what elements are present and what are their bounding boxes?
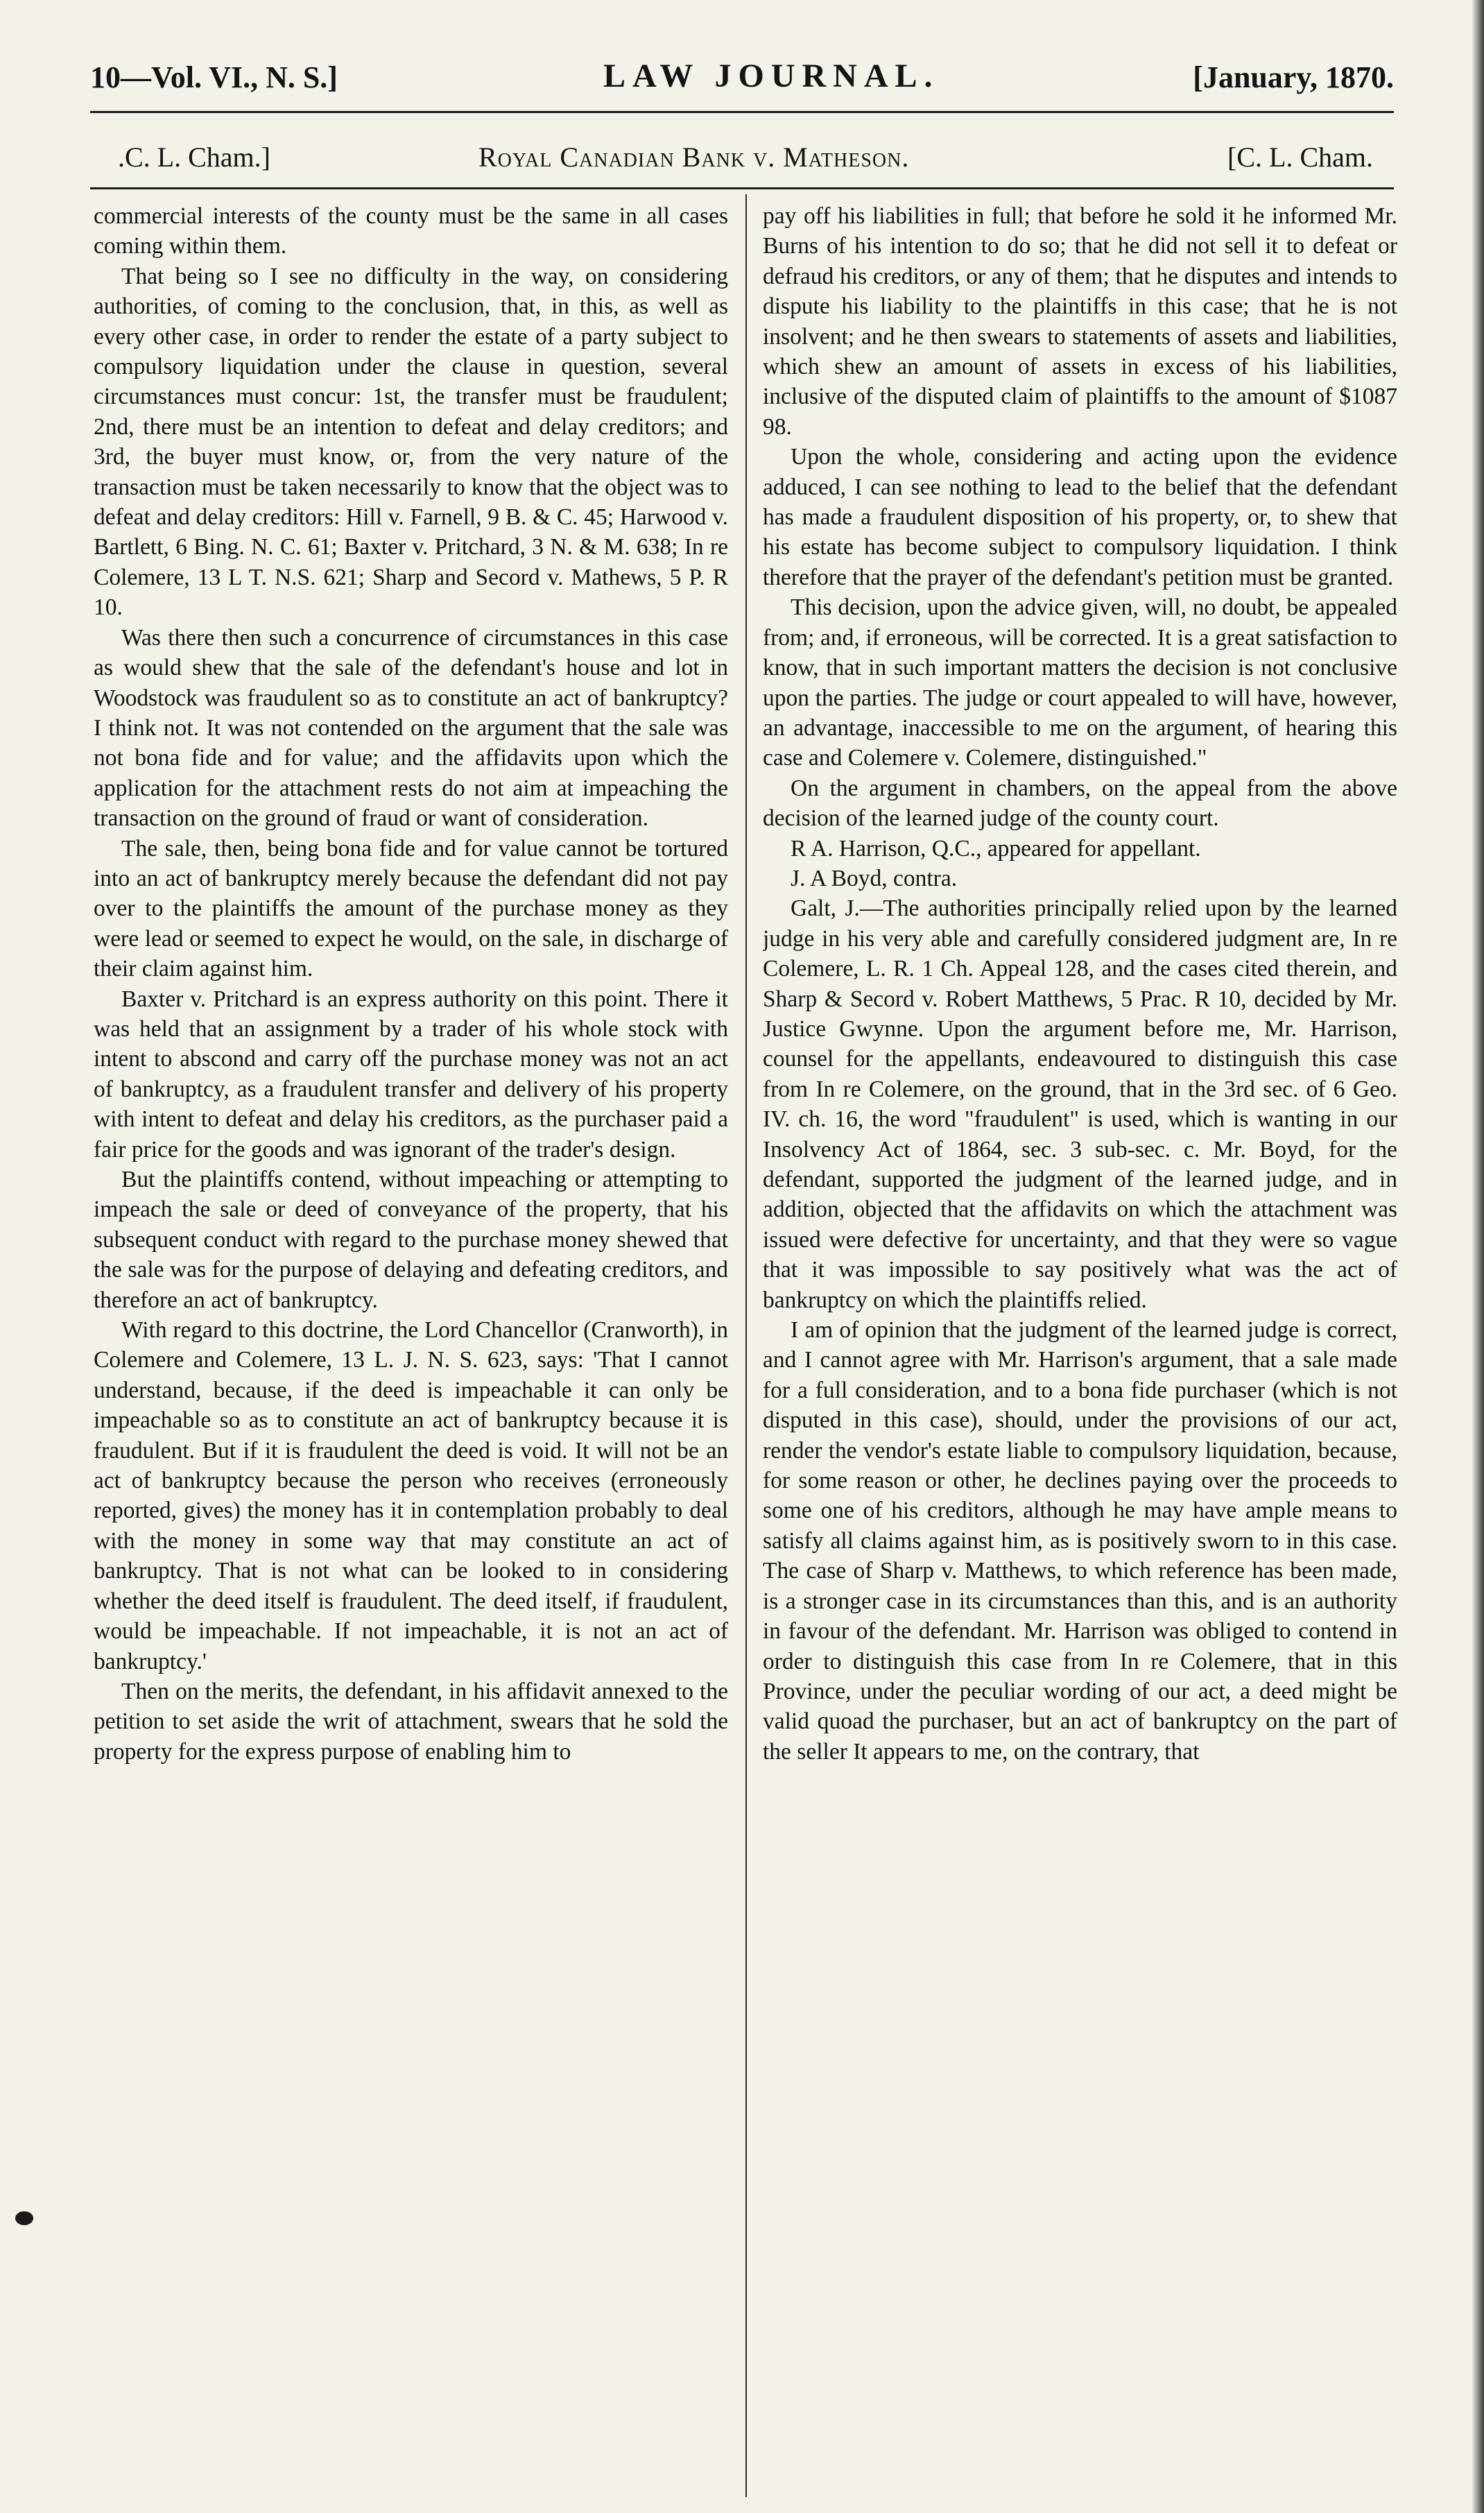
subheader-rule [90, 187, 1394, 189]
left-column [94, 201, 728, 2497]
paragraph: But the plaintiffs contend, without impeaching or attempting to impeach the sale or deed of conveyance of the property, that his subsequent conduct with regard to the purchase money shewed that the sale was for the purpose of delaying and defeating creditors, and therefore an act of bankruptcy. [94, 1167, 728, 1313]
paragraph: This decision, upon the advice given, will, no doubt, be appealed from; and, if erroneous, will be corrected. It is a great satisfaction to know, that in such important matters the decision is not conclusive upon the parties. The judge or court appealed to will have, however, an advantage, inaccessible to me on the argument, of hearing this case and Colemere v. Colemere, distinguished." [763, 594, 1397, 771]
counsel-line: R A. Harrison, Q.C., appeared for appellant. [791, 835, 1201, 861]
issue-date: [January, 1870. [1193, 60, 1394, 94]
paragraph: commercial interests of the county must be the same in all cases coming within them. [94, 203, 728, 259]
right-column [763, 201, 1397, 2497]
paragraph: Galt, J.—The authorities principally relied upon by the learned judge in his very able and carefully considered judgment are, In re Colemere, L. R. 1 Ch. Appeal 128, and the cases cited therein, and Sharp & Secord v. Robert Matthews, 5 Prac. R 10, decided by Mr. Justice Gwynne. Upon the argument before me, Mr. Harrison, counsel for the appellants, endeavoured to distinguish this case from In re Colemere, on the ground, that in the 3rd sec. of 6 Geo. IV. ch. 16, the word "fraudulent" is used, which is wanting in our Insolvency Act of 1864, sec. 3 sub-sec. c. Mr. Boyd, for the defendant, supported the judgment of the learned judge, and in addition, objected that the affidavits on which the attachment was issued were defective for uncertainty, and that they were so vague that it was impossible to say positively what was the act of bankruptcy on which the plaintiffs relied. [763, 895, 1397, 1313]
ink-blot [15, 2211, 33, 2225]
column-divider [745, 194, 747, 2497]
paragraph: pay off his liabilities in full; that before he sold it he informed Mr. Burns of his intention to do so; that he did not sell it to defeat or defraud his creditors, or any of them; that he disputes and intends to dispute his liability to the plaintiffs in this case; that he is not insolvent; and he then swears to statements of assets and liabilities, which shew an amount of assets in excess of his liabilities, inclusive of the disputed claim of plaintiffs to the amount of $1087 98. [763, 203, 1397, 440]
paragraph: Upon the whole, considering and acting upon the evidence adduced, I can see nothing to lead to the belief that the defendant has made a fraudulent disposition of his property, or, to shew that his estate has become subject to compulsory liquidation. I think therefore that the prayer of the defendant's petition must be granted. [763, 444, 1397, 590]
binding-edge [1472, 0, 1484, 2513]
running-header [90, 54, 1394, 103]
case-header [90, 135, 1394, 177]
court-label-left: .C. L. Cham.] [118, 141, 270, 173]
volume-label: 10—Vol. VI., N. S.] [90, 60, 338, 94]
paragraph: Baxter v. Pritchard is an express authority on this point. There it was held that an assignment by a trader of his whole stock with intent to abscond and carry off the purchase money was not an act of bankruptcy, as a fraudulent transfer and delivery of his property with intent to defeat and delay his creditors, as the purchaser paid a fair price for the goods and was ignorant of the trader's design. [94, 986, 728, 1163]
paragraph: With regard to this doctrine, the Lord Chancellor (Cranworth), in Colemere and Colemere, 13 L. J. N. S. 623, says: 'That I cannot understand, because, if the deed is impeachable it can only be impeachable so as to constitute an act of bankruptcy because it is fraudulent. But if it is fraudulent the deed is void. It will not be an act of bankruptcy because the person who receives (erroneously reported, gives) the money has it in contemplation probably to deal with the money in some way that may constitute an act of bankruptcy. That is not what can be looked to in considering whether the deed itself is fraudulent. The deed itself, if fraudulent, would be impeachable. If not impeachable, it is not an act of bankruptcy.' [94, 1317, 728, 1674]
counsel-line: J. A Boyd, contra. [791, 865, 958, 891]
header-rule [90, 111, 1394, 113]
paragraph: I am of opinion that the judgment of the learned judge is correct, and I cannot agree with Mr. Harrison's argument, that a sale made for a full consideration, and to a bona fide purchaser (which is not disputed in this case), should, under the provisions of our act, render the vendor's estate liable to compulsory liquidation, because, for some reason or other, he declines paying over the proceeds to some one of his creditors, although he may have ample means to satisfy all claims against him, as is positively sworn to in this case. The case of Sharp v. Matthews, to which reference has been made, is a stronger case in its circumstances than this, and is an authority in favour of the defendant. Mr. Harrison was obliged to contend in order to distinguish this case from In re Colemere, that in this Province, under the peculiar wording of our act, a deed might be valid quoad the purchaser, but an act of bankruptcy on the part of the seller It appears to me, on the contrary, that [763, 1317, 1397, 1765]
paragraph: Then on the merits, the defendant, in his affidavit annexed to the petition to set aside the writ of attachment, swears that he sold the property for the express purpose of enabling him to [94, 1678, 728, 1765]
paragraph: On the argument in chambers, on the appeal from the above decision of the learned judge of the county court. [763, 775, 1397, 832]
paragraph: That being so I see no difficulty in the way, on considering authorities, of coming to the conclusion, that, in this, as well as every other case, in order to render the estate of a party subject to compulsory liquidation under the clause in question, several circumstances must concur: 1st, the transfer must be fraudulent; 2nd, there must be an intention to defeat and delay creditors; and 3rd, the buyer must know, or, from the very nature of the transaction must be taken necessarily to know that the object was to defeat and delay creditors: Hill v. Farnell, 9 B. & C. 45; Harwood v. Bartlett, 6 Bing. N. C. 61; Baxter v. Pritchard, 3 N. & M. 638; In re Colemere, 13 L T. N.S. 621; Sharp and Secord v. Mathews, 5 P. R 10. [94, 263, 728, 621]
paragraph: Was there then such a concurrence of circumstances in this case as would shew that the sale of the defendant's house and lot in Woodstock was fraudulent so as to constitute an act of bankruptcy? I think not. It was not contended on the argument that the sale was not bona fide and for value; and the affidavits upon which the application for the attachment rests do not aim at impeaching the transaction on the ground of fraud or want of consideration. [94, 624, 728, 832]
paragraph: The sale, then, being bona fide and for value cannot be tortured into an act of bankruptcy merely because the defendant did not pay over to the plaintiffs the amount of the purchase money as they were lead or seemed to expect he would, on the sale, in discharge of their claim against him. [94, 835, 728, 982]
case-title: Royal Canadian Bank v. Matheson. [478, 141, 910, 173]
journal-title: LAW JOURNAL. [603, 58, 940, 94]
court-label-right: [C. L. Cham. [1227, 141, 1373, 173]
